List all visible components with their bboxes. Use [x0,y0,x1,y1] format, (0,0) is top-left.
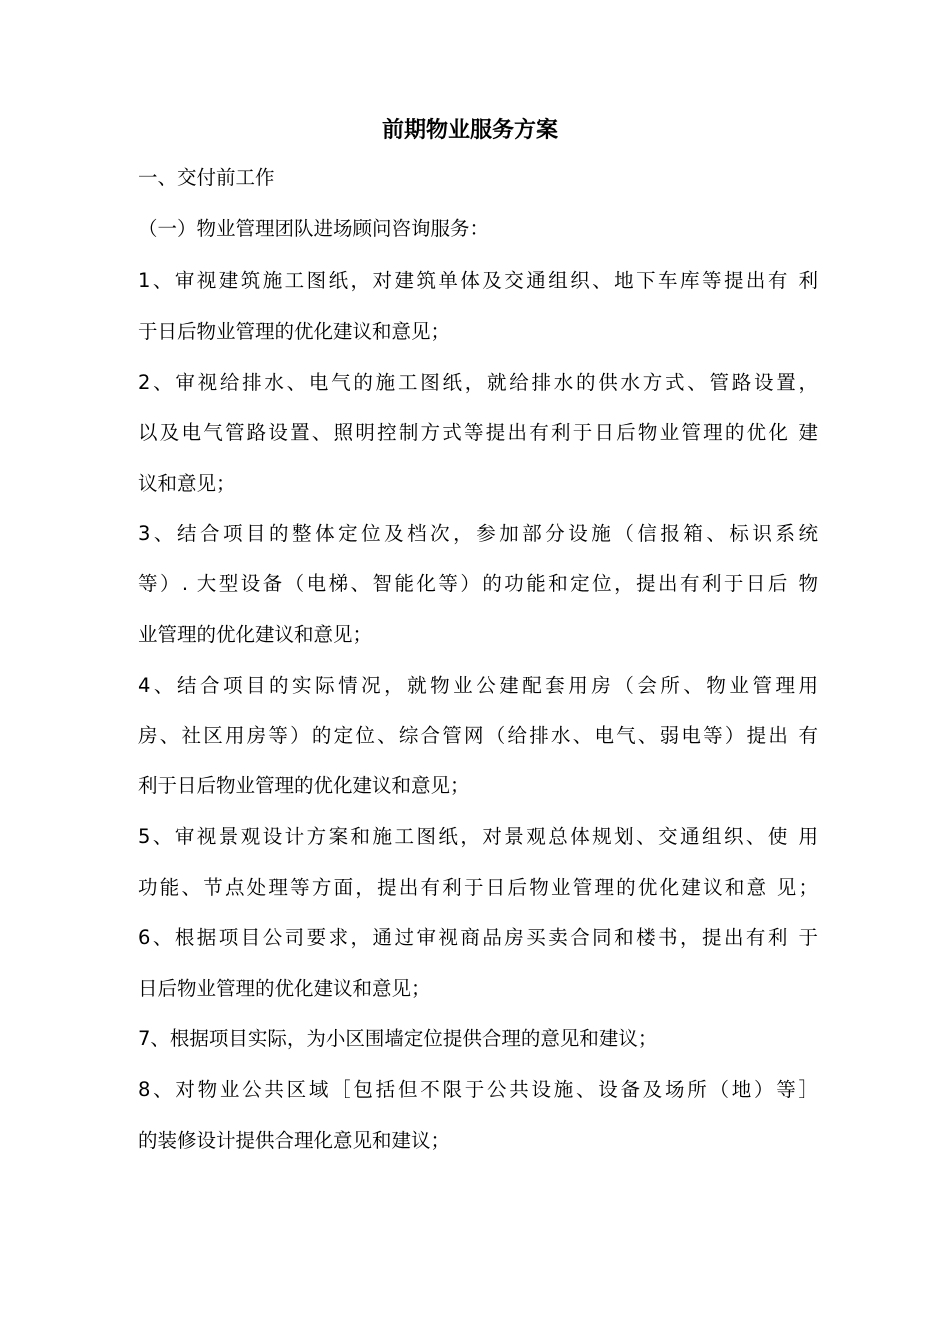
body-line: 利于日后物业管理的优化建议和意见； [138,774,470,797]
body-line: 7、根据项目实际，为小区围墙定位提供合理的意见和建议； [138,1027,658,1050]
body-line: 日后物业管理的优化建议和意见； [138,977,431,1000]
body-line: 5、审视景观设计方案和施工图纸，对景观总体规划、交通组织、使 用 [138,825,818,848]
body-line: 等）. 大型设备（电梯、智能化等）的功能和定位，提出有利于日后 物 [138,572,818,595]
body-line: 2、审视给排水、电气的施工图纸，就给排水的供水方式、管路设置， [138,371,818,394]
body-line: 功能、节点处理等方面，提出有利于日后物业管理的优化建议和意 见； [138,876,818,899]
section-heading: 一、交付前工作 [138,166,275,189]
body-line: 1、审视建筑施工图纸，对建筑单体及交通组织、地下车库等提出有 利 [138,269,818,292]
body-line: 8、对物业公共区域［包括但不限于公共设施、设备及场所（地）等］ [138,1078,818,1101]
body-line: 业管理的优化建议和意见； [138,623,373,646]
body-line: 3、结合项目的整体定位及档次，参加部分设施（信报箱、标识系统 [138,522,818,545]
body-line: 以及电气管路设置、照明控制方式等提出有利于日后物业管理的优化 建 [138,421,818,444]
body-line: 4、结合项目的实际情况，就物业公建配套用房（会所、物业管理用 [138,674,818,697]
subsection-heading: （一）物业管理团队进场顾问咨询服务： [138,217,490,240]
document-title: 前期物业服务方案 [381,118,558,143]
body-line: 于日后物业管理的优化建议和意见； [138,320,451,343]
body-line: 6、根据项目公司要求，通过审视商品房买卖合同和楼书，提出有利 于 [138,926,818,949]
body-line: 议和意见； [138,472,236,495]
body-line: 房、社区用房等）的定位、综合管网（给排水、电气、弱电等）提出 有 [138,724,818,747]
body-line: 的装修设计提供合理化意见和建议； [138,1129,451,1152]
